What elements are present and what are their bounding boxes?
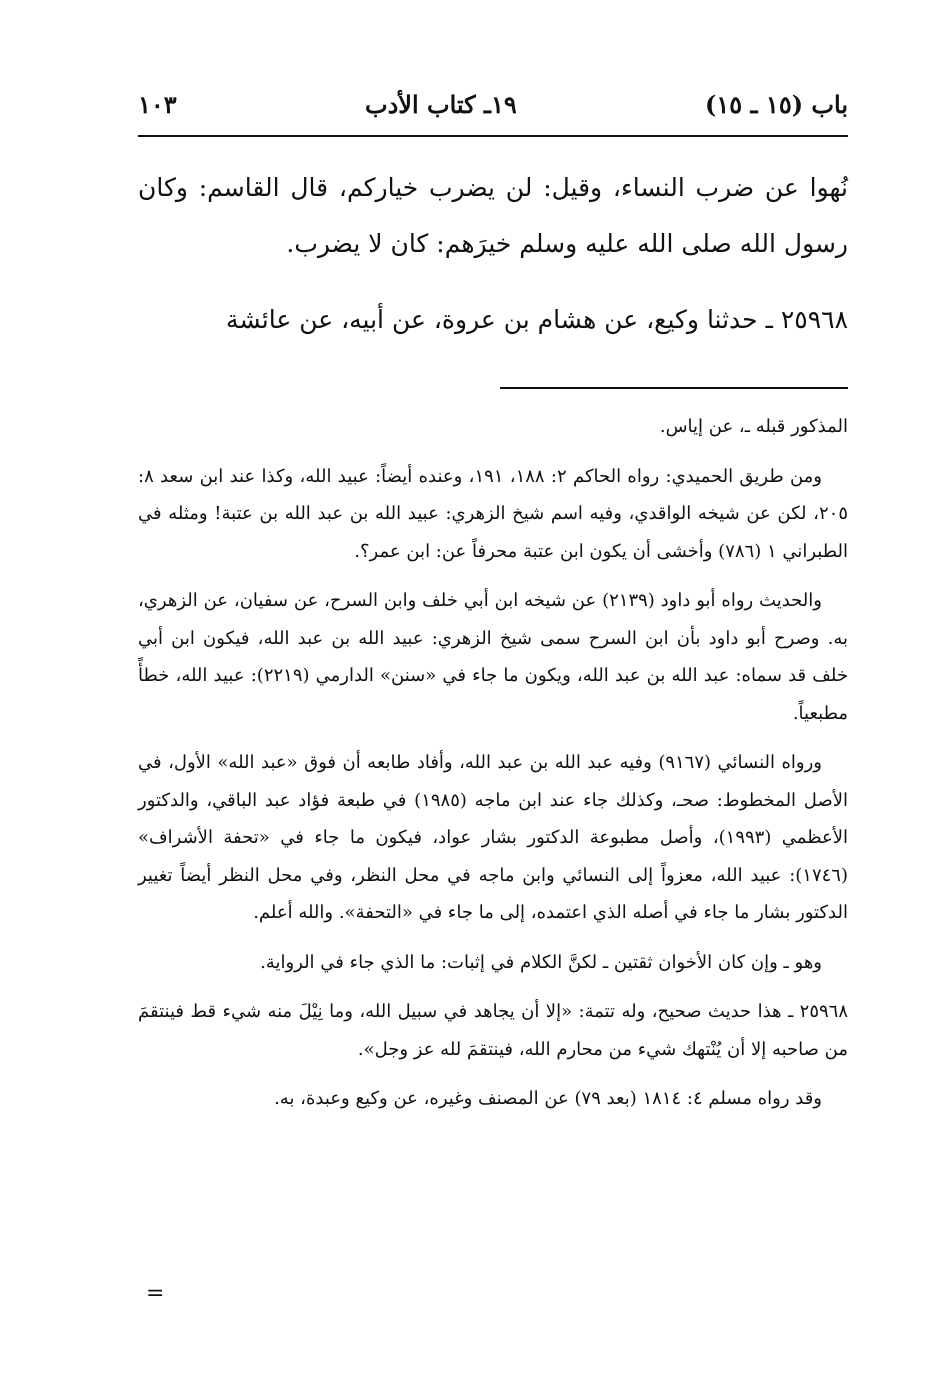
chapter-heading: باب (١٥ ـ ١٥) <box>705 89 848 119</box>
page-number: ١٠٣ <box>138 89 177 119</box>
page-header <box>138 84 848 124</box>
book-title: ١٩ـ كتاب الأدب <box>364 89 517 119</box>
hadith-paragraph: ٢٥٩٦٨ ـ حدثنا وكيع، عن هشام بن عروة، عن أبيه، عن عائشة <box>226 305 848 334</box>
footnotes-section <box>138 408 848 1130</box>
main-paragraph: نُهوا عن ضرب النساء، وقيل: لن يضرب خياركم، قال القاسم: وكان رسول الله صلى الله عليه وسلم خيرَهم: كان لا يضرب. <box>138 173 848 258</box>
header-divider <box>138 135 848 137</box>
footnote-divider <box>500 387 848 389</box>
footnote-paragraph: المذكور قبله ـ، عن إياس. <box>659 416 848 437</box>
footnote-paragraph: وهو ـ وإن كان الأخوان ثقتين ـ لكنَّ الكلام في إثبات: ما الذي جاء في الرواية. <box>260 951 822 973</box>
footnote-paragraph: ٢٥٩٦٨ ـ هذا حديث صحيح، وله تتمة: «إلا أن يجاهد في سبيل الله، وما نِيْلَ منه شيء قط فينتقمَ من صاحبه إلا أن يُنْتهك شيء من محارم الله، فينتقمَ لله عز وجل». <box>138 1001 848 1060</box>
footnote-paragraph: ومن طريق الحميدي: رواه الحاكم ٢: ١٨٨، ١٩١، وعنده أيضاً: عبيد الله، وكذا عند ابن سعد ٨: ٢٠٥، لكن عن شيخه الواقدي، وفيه اسم شيخ الزهري: عبيد الله بن عبد الله بن عتبة! ومثله في الطبراني ١ (٧٨٦) وأخشى أن يكون ابن عتبة محرفاً عن: ابن عمر؟. <box>138 465 848 562</box>
footnote-paragraph: ورواه النسائي (٩١٦٧) وفيه عبد الله بن عبد الله، وأفاد طابعه أن فوق «عبد الله» الأول، في الأصل المخطوط: صحـ، وكذلك جاء عند ابن ماجه (١٩٨٥) في طبعة فؤاد عبد الباقي، والدكتور الأعظمي (١٩٩٣)، وأصل مطبوعة الدكتور بشار عواد، فيكون ما جاء في «تحفة الأشراف» (١٧٤٦): عبيد الله، معزواً إلى النسائي وابن ماجه في محل النظر، وفي محل النظر أيضاً تغيير الدكتور بشار ما جاء في أصله الذي اعتمده، إلى ما جاء في «التحفة». والله أعلم. <box>138 752 848 923</box>
main-text <box>138 160 848 348</box>
footnote-paragraph: والحديث رواه أبو داود (٢١٣٩) عن شيخه ابن أبي خلف وابن السرح، عن سفيان، عن الزهري، به. وصرح أبو داود بأن ابن السرح سمى شيخ الزهري: عبيد الله بن عبد الله، فيكون ابن أبي خلف قد سماه: عبد الله بن عبد الله، ويكون ما جاء في «سنن» الدارمي (٢٢١٩): عبيد الله، خطأً مطبعياً. <box>138 590 849 724</box>
footnote-paragraph: وقد رواه مسلم ٤: ١٨١٤ (بعد ٧٩) عن المصنف وغيره، عن وكيع وعبدة، به. <box>274 1088 822 1109</box>
continuation-mark: = <box>146 1281 165 1306</box>
